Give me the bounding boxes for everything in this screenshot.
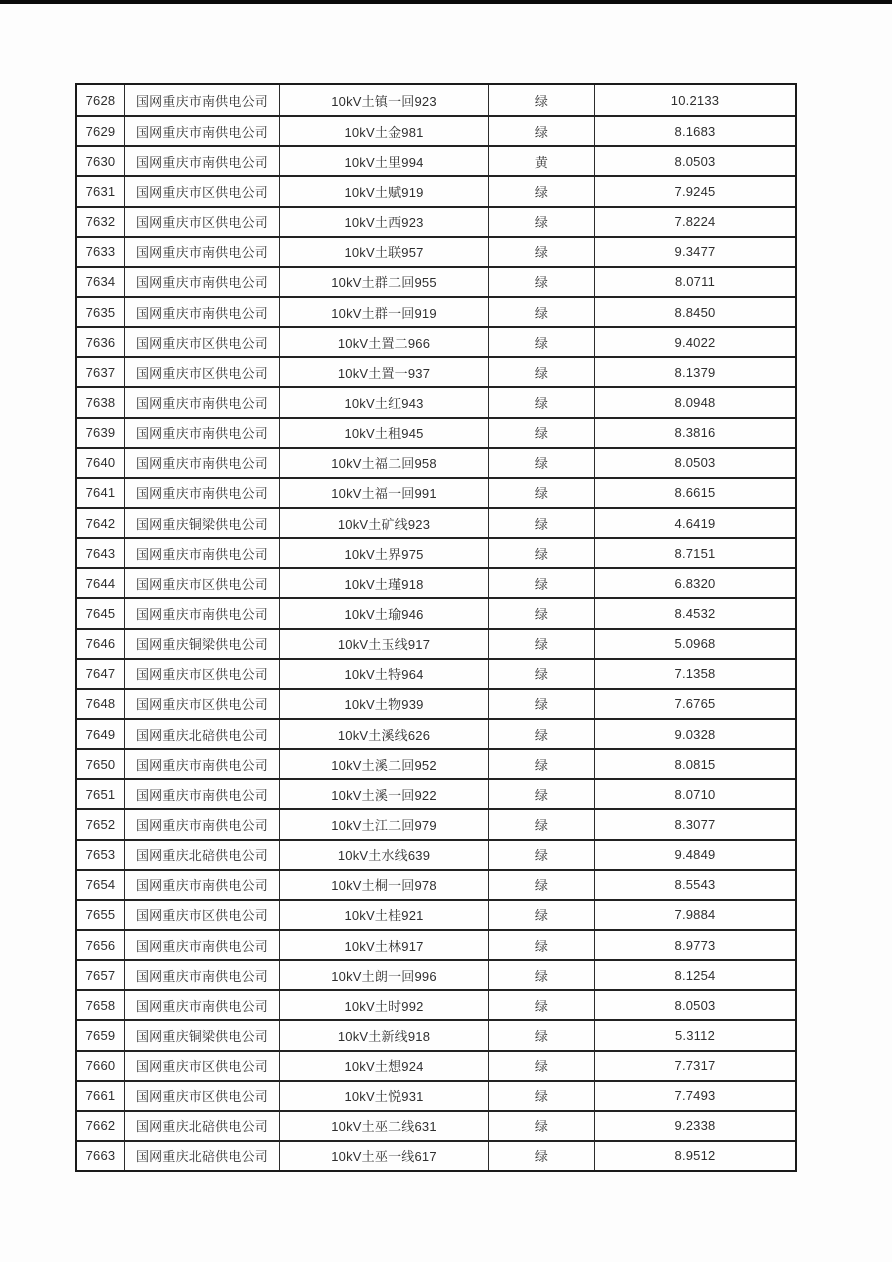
cell-line: 10kV土联957 xyxy=(279,238,488,266)
table-row xyxy=(77,899,795,929)
cell-value: 7.8224 xyxy=(594,208,795,236)
cell-value: 8.1683 xyxy=(594,117,795,145)
cell-id: 7638 xyxy=(85,394,116,410)
cell-company: 国网重庆北碚供电公司 xyxy=(124,720,279,748)
cell-company: 国网重庆市南供电公司 xyxy=(124,419,279,447)
cell-company: 国网重庆市南供电公司 xyxy=(124,388,279,416)
data-table xyxy=(75,83,797,1172)
table-row xyxy=(77,326,795,356)
cell-status: 绿 xyxy=(488,509,594,537)
cell-company: 国网重庆北碚供电公司 xyxy=(124,1112,279,1140)
cell-id: 7650 xyxy=(85,756,116,772)
cell-value: 7.7317 xyxy=(594,1052,795,1080)
cell-line: 10kV土里994 xyxy=(279,147,488,175)
cell-value: 4.6419 xyxy=(594,509,795,537)
cell-id: 7649 xyxy=(85,726,116,742)
table-row xyxy=(77,296,795,326)
cell-id: 7639 xyxy=(85,425,116,441)
table-row xyxy=(77,839,795,869)
cell-status: 绿 xyxy=(488,117,594,145)
cell-status: 绿 xyxy=(488,841,594,869)
table-row xyxy=(77,567,795,597)
cell-company: 国网重庆市南供电公司 xyxy=(124,147,279,175)
cell-value: 7.9884 xyxy=(594,901,795,929)
cell-value: 7.9245 xyxy=(594,177,795,205)
cell-status: 绿 xyxy=(488,599,594,627)
table-row xyxy=(77,85,795,115)
cell-company: 国网重庆市区供电公司 xyxy=(124,328,279,356)
cell-company: 国网重庆市南供电公司 xyxy=(124,539,279,567)
cell-value: 8.1379 xyxy=(594,358,795,386)
table-row xyxy=(77,1050,795,1080)
cell-company: 国网重庆市南供电公司 xyxy=(124,117,279,145)
cell-value: 8.0503 xyxy=(594,991,795,1019)
cell-value: 8.8450 xyxy=(594,298,795,326)
cell-line: 10kV土福二回958 xyxy=(279,449,488,477)
cell-id: 7658 xyxy=(85,997,116,1013)
cell-line: 10kV土想924 xyxy=(279,1052,488,1080)
cell-id: 7659 xyxy=(85,1027,116,1043)
cell-value: 7.1358 xyxy=(594,660,795,688)
cell-value: 9.3477 xyxy=(594,238,795,266)
cell-company: 国网重庆市南供电公司 xyxy=(124,268,279,296)
cell-company: 国网重庆市南供电公司 xyxy=(124,750,279,778)
cell-company: 国网重庆市区供电公司 xyxy=(124,1052,279,1080)
cell-value: 8.6615 xyxy=(594,479,795,507)
cell-line: 10kV土时992 xyxy=(279,991,488,1019)
cell-line: 10kV土溪二回952 xyxy=(279,750,488,778)
cell-line: 10kV土群一回919 xyxy=(279,298,488,326)
cell-line: 10kV土水线639 xyxy=(279,841,488,869)
cell-line: 10kV土巫二线631 xyxy=(279,1112,488,1140)
cell-value: 8.0948 xyxy=(594,388,795,416)
cell-status: 绿 xyxy=(488,690,594,718)
cell-value: 8.0710 xyxy=(594,780,795,808)
cell-line: 10kV土赋919 xyxy=(279,177,488,205)
cell-id: 7656 xyxy=(85,937,116,953)
cell-company: 国网重庆铜梁供电公司 xyxy=(124,509,279,537)
table-row xyxy=(77,417,795,447)
cell-status: 绿 xyxy=(488,750,594,778)
cell-value: 8.3077 xyxy=(594,810,795,838)
cell-status: 绿 xyxy=(488,871,594,899)
cell-id: 7663 xyxy=(85,1148,116,1164)
cell-line: 10kV土朗一回996 xyxy=(279,961,488,989)
table-row xyxy=(77,658,795,688)
cell-line: 10kV土巫一线617 xyxy=(279,1142,488,1170)
cell-company: 国网重庆铜梁供电公司 xyxy=(124,630,279,658)
cell-status: 绿 xyxy=(488,780,594,808)
table-row xyxy=(77,869,795,899)
cell-status: 绿 xyxy=(488,1112,594,1140)
cell-company: 国网重庆市南供电公司 xyxy=(124,449,279,477)
cell-company: 国网重庆市区供电公司 xyxy=(124,660,279,688)
cell-company: 国网重庆市南供电公司 xyxy=(124,780,279,808)
table-row xyxy=(77,929,795,959)
cell-value: 5.3112 xyxy=(594,1021,795,1049)
cell-status: 绿 xyxy=(488,931,594,959)
cell-status: 绿 xyxy=(488,479,594,507)
cell-id: 7642 xyxy=(85,515,116,531)
cell-line: 10kV土置一937 xyxy=(279,358,488,386)
cell-line: 10kV土福一回991 xyxy=(279,479,488,507)
cell-company: 国网重庆市区供电公司 xyxy=(124,358,279,386)
table-row xyxy=(77,959,795,989)
cell-value: 9.4022 xyxy=(594,328,795,356)
table-row xyxy=(77,447,795,477)
cell-status: 绿 xyxy=(488,328,594,356)
cell-company: 国网重庆北碚供电公司 xyxy=(124,841,279,869)
cell-company: 国网重庆市南供电公司 xyxy=(124,298,279,326)
cell-line: 10kV土桂921 xyxy=(279,901,488,929)
cell-status: 绿 xyxy=(488,449,594,477)
cell-status: 绿 xyxy=(488,177,594,205)
cell-id: 7631 xyxy=(85,183,116,199)
cell-line: 10kV土物939 xyxy=(279,690,488,718)
cell-line: 10kV土红943 xyxy=(279,388,488,416)
cell-status: 绿 xyxy=(488,238,594,266)
cell-id: 7661 xyxy=(85,1088,116,1104)
cell-value: 7.7493 xyxy=(594,1082,795,1110)
table-row xyxy=(77,628,795,658)
cell-status: 绿 xyxy=(488,268,594,296)
cell-value: 8.4532 xyxy=(594,599,795,627)
cell-id: 7630 xyxy=(85,153,116,169)
table-row xyxy=(77,597,795,627)
cell-value: 8.0503 xyxy=(594,147,795,175)
table-row xyxy=(77,175,795,205)
cell-value: 8.0503 xyxy=(594,449,795,477)
cell-id: 7647 xyxy=(85,666,116,682)
cell-line: 10kV土瑾918 xyxy=(279,569,488,597)
cell-company: 国网重庆市南供电公司 xyxy=(124,871,279,899)
cell-id: 7652 xyxy=(85,816,116,832)
cell-status: 绿 xyxy=(488,1082,594,1110)
cell-value: 8.5543 xyxy=(594,871,795,899)
cell-status: 绿 xyxy=(488,1021,594,1049)
cell-id: 7662 xyxy=(85,1118,116,1134)
cell-id: 7636 xyxy=(85,334,116,350)
cell-line: 10kV土租945 xyxy=(279,419,488,447)
cell-company: 国网重庆市南供电公司 xyxy=(124,991,279,1019)
cell-value: 5.0968 xyxy=(594,630,795,658)
table-row xyxy=(77,266,795,296)
table-row xyxy=(77,688,795,718)
cell-status: 绿 xyxy=(488,388,594,416)
cell-company: 国网重庆市南供电公司 xyxy=(124,479,279,507)
cell-value: 8.3816 xyxy=(594,419,795,447)
cell-id: 7635 xyxy=(85,304,116,320)
cell-id: 7644 xyxy=(85,575,116,591)
cell-id: 7645 xyxy=(85,605,116,621)
cell-line: 10kV土溪线626 xyxy=(279,720,488,748)
cell-value: 9.2338 xyxy=(594,1112,795,1140)
cell-line: 10kV土溪一回922 xyxy=(279,780,488,808)
cell-id: 7648 xyxy=(85,696,116,712)
cell-id: 7643 xyxy=(85,545,116,561)
top-black-bar xyxy=(0,0,892,4)
cell-company: 国网重庆市区供电公司 xyxy=(124,901,279,929)
cell-line: 10kV土矿线923 xyxy=(279,509,488,537)
table-row xyxy=(77,718,795,748)
cell-value: 8.7151 xyxy=(594,539,795,567)
cell-status: 绿 xyxy=(488,961,594,989)
cell-status: 绿 xyxy=(488,1142,594,1170)
cell-company: 国网重庆市区供电公司 xyxy=(124,569,279,597)
table-row xyxy=(77,145,795,175)
cell-status: 黄 xyxy=(488,147,594,175)
cell-line: 10kV土新线918 xyxy=(279,1021,488,1049)
cell-status: 绿 xyxy=(488,208,594,236)
cell-company: 国网重庆市南供电公司 xyxy=(124,238,279,266)
table-row xyxy=(77,206,795,236)
table-row xyxy=(77,356,795,386)
cell-status: 绿 xyxy=(488,85,594,115)
cell-line: 10kV土瑜946 xyxy=(279,599,488,627)
table-row xyxy=(77,808,795,838)
table-row xyxy=(77,989,795,1019)
cell-line: 10kV土玉线917 xyxy=(279,630,488,658)
cell-company: 国网重庆市区供电公司 xyxy=(124,208,279,236)
cell-status: 绿 xyxy=(488,358,594,386)
cell-id: 7641 xyxy=(85,485,116,501)
cell-id: 7657 xyxy=(85,967,116,983)
cell-id: 7646 xyxy=(85,636,116,652)
cell-id: 7628 xyxy=(85,92,116,108)
table-row xyxy=(77,1019,795,1049)
cell-line: 10kV土悦931 xyxy=(279,1082,488,1110)
table-row xyxy=(77,1110,795,1140)
cell-company: 国网重庆市南供电公司 xyxy=(124,85,279,115)
cell-status: 绿 xyxy=(488,1052,594,1080)
cell-status: 绿 xyxy=(488,539,594,567)
cell-status: 绿 xyxy=(488,991,594,1019)
cell-id: 7629 xyxy=(85,123,116,139)
cell-value: 8.0815 xyxy=(594,750,795,778)
cell-company: 国网重庆市南供电公司 xyxy=(124,931,279,959)
table-row xyxy=(77,537,795,567)
cell-company: 国网重庆市南供电公司 xyxy=(124,599,279,627)
table-row xyxy=(77,236,795,266)
cell-value: 8.9512 xyxy=(594,1142,795,1170)
cell-line: 10kV土界975 xyxy=(279,539,488,567)
cell-status: 绿 xyxy=(488,901,594,929)
cell-line: 10kV土江二回979 xyxy=(279,810,488,838)
cell-value: 6.8320 xyxy=(594,569,795,597)
cell-value: 9.4849 xyxy=(594,841,795,869)
cell-status: 绿 xyxy=(488,720,594,748)
cell-company: 国网重庆北碚供电公司 xyxy=(124,1142,279,1170)
cell-line: 10kV土置二966 xyxy=(279,328,488,356)
cell-line: 10kV土镇一回923 xyxy=(279,85,488,115)
table-row xyxy=(77,386,795,416)
cell-value: 8.1254 xyxy=(594,961,795,989)
cell-id: 7655 xyxy=(85,907,116,923)
cell-id: 7637 xyxy=(85,364,116,380)
cell-value: 9.0328 xyxy=(594,720,795,748)
cell-line: 10kV土桐一回978 xyxy=(279,871,488,899)
cell-line: 10kV土林917 xyxy=(279,931,488,959)
cell-value: 8.9773 xyxy=(594,931,795,959)
cell-id: 7633 xyxy=(85,244,116,260)
cell-id: 7651 xyxy=(85,786,116,802)
cell-status: 绿 xyxy=(488,419,594,447)
cell-status: 绿 xyxy=(488,630,594,658)
table-row xyxy=(77,507,795,537)
cell-status: 绿 xyxy=(488,569,594,597)
cell-line: 10kV土特964 xyxy=(279,660,488,688)
table-row xyxy=(77,1080,795,1110)
cell-id: 7660 xyxy=(85,1058,116,1074)
cell-company: 国网重庆市区供电公司 xyxy=(124,177,279,205)
cell-company: 国网重庆铜梁供电公司 xyxy=(124,1021,279,1049)
cell-id: 7640 xyxy=(85,455,116,471)
cell-line: 10kV土西923 xyxy=(279,208,488,236)
table-row xyxy=(77,477,795,507)
cell-value: 7.6765 xyxy=(594,690,795,718)
cell-id: 7632 xyxy=(85,214,116,230)
table-row xyxy=(77,778,795,808)
cell-company: 国网重庆市区供电公司 xyxy=(124,690,279,718)
cell-company: 国网重庆市区供电公司 xyxy=(124,1082,279,1110)
cell-status: 绿 xyxy=(488,810,594,838)
cell-value: 8.0711 xyxy=(594,268,795,296)
cell-status: 绿 xyxy=(488,660,594,688)
table-row xyxy=(77,748,795,778)
table-row xyxy=(77,115,795,145)
cell-id: 7654 xyxy=(85,877,116,893)
cell-company: 国网重庆市南供电公司 xyxy=(124,810,279,838)
cell-status: 绿 xyxy=(488,298,594,326)
cell-company: 国网重庆市南供电公司 xyxy=(124,961,279,989)
cell-line: 10kV土金981 xyxy=(279,117,488,145)
cell-value: 10.2133 xyxy=(594,85,795,115)
cell-line: 10kV土群二回955 xyxy=(279,268,488,296)
cell-id: 7634 xyxy=(85,274,116,290)
table-row xyxy=(77,1140,795,1170)
cell-id: 7653 xyxy=(85,847,116,863)
